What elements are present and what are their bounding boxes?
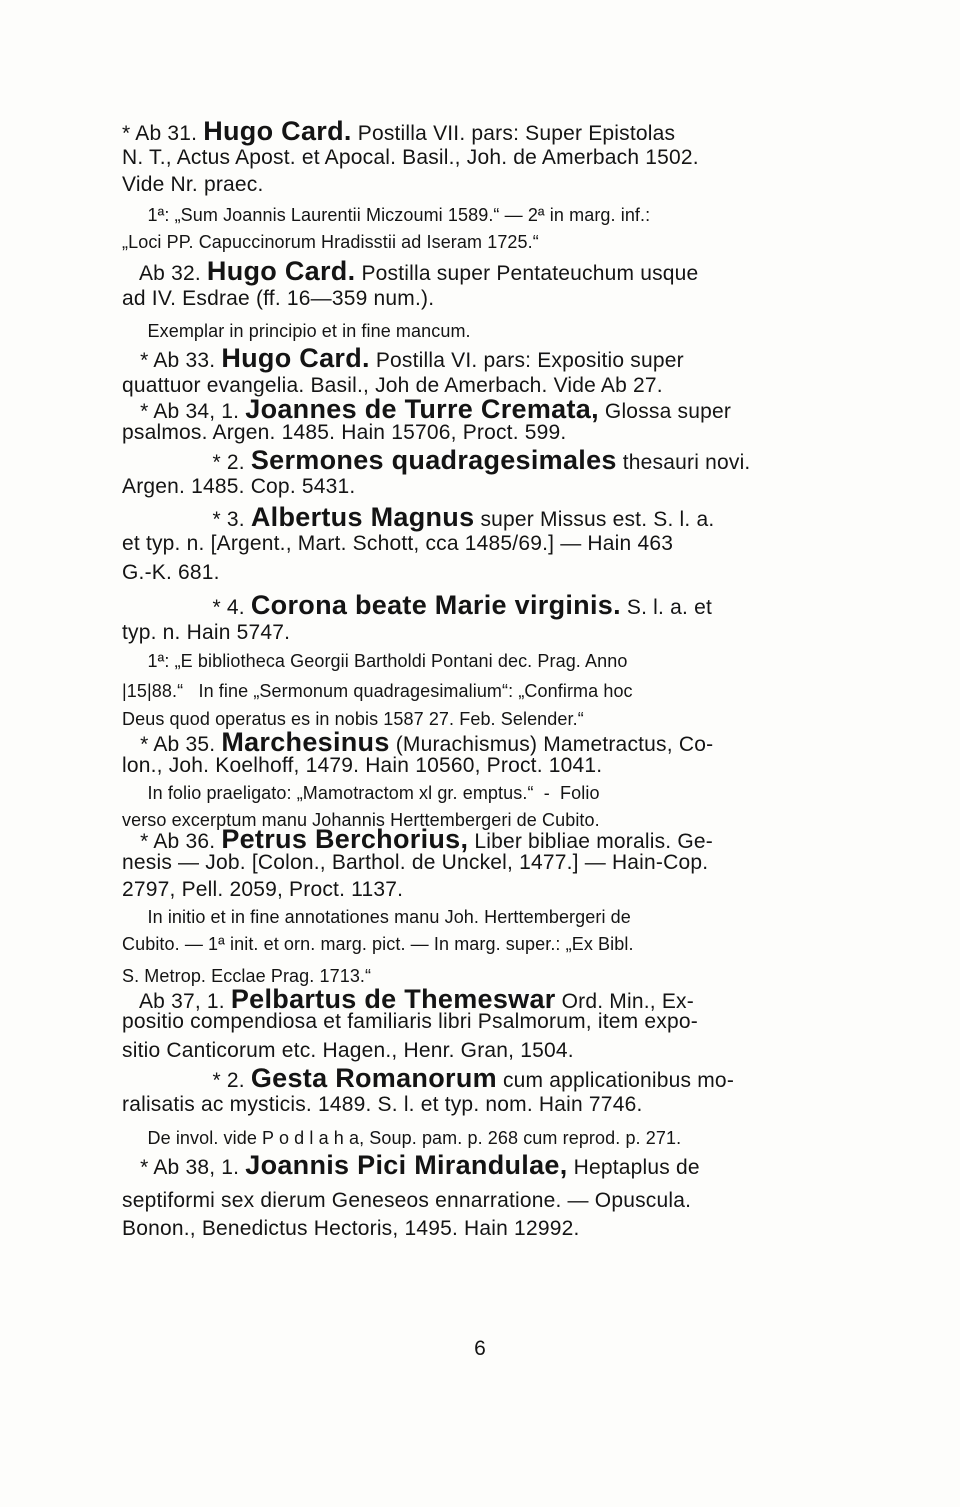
entry-text: * Ab 38, 1. bbox=[122, 1156, 246, 1179]
author-title: Albertus Magnus bbox=[250, 502, 475, 532]
entry-text: super Missus est. S. l. a. bbox=[474, 508, 715, 531]
author-title: Pelbartus de Themeswar bbox=[230, 984, 556, 1014]
entry-text: et typ. n. [Argent., Mart. Schott, cca 1485/69.] — Hain 463 bbox=[122, 532, 674, 555]
annotation-line bbox=[122, 648, 627, 674]
entry-text: 1ª: „E bibliotheca Georgii Bartholdi Pontani dec. Prag. Anno bbox=[122, 651, 628, 671]
entry-line bbox=[122, 1152, 700, 1181]
author-title: Joannes de Turre Cremata, bbox=[245, 394, 599, 424]
entry-text: cum applicationibus mo- bbox=[496, 1069, 735, 1092]
entry-text: ad IV. Esdrae (ff. 16—359 num.). bbox=[122, 287, 435, 310]
entry-text: * 2. bbox=[122, 451, 251, 474]
entry-text: Postilla VII. pars: Super Epistolas bbox=[351, 122, 676, 145]
entry-text: In folio praeligato: „Mamotractom xl gr. emptus.“ - Folio bbox=[122, 783, 600, 803]
entry-text: De invol. vide P o d l a h a, Soup. pam. p. 268 cum reprod. p. 271. bbox=[122, 1128, 682, 1148]
entry-text: * Ab 35. bbox=[122, 733, 222, 756]
entry-line bbox=[122, 1038, 574, 1064]
author-title: Hugo Card. bbox=[221, 343, 370, 373]
entry-line bbox=[122, 620, 290, 646]
annotation-line bbox=[122, 318, 471, 344]
entry-text: * Ab 34, 1. bbox=[122, 400, 246, 423]
entry-text: Ab 37, 1. bbox=[122, 990, 231, 1013]
entry-text: septiformi sex dierum Geneseos ennarratione. — Opuscula. bbox=[122, 1189, 692, 1212]
entry-text: Postilla VI. pars: Expositio super bbox=[369, 349, 684, 372]
entry-text: nesis — Job. [Colon., Barthol. de Unckel, 1477.] — Hain-Cop. bbox=[122, 851, 709, 874]
entry-text: * 2. bbox=[122, 1069, 251, 1092]
annotation-line bbox=[122, 202, 650, 228]
entry-text: positio compendiosa et familiaris libri Psalmorum, item expo- bbox=[122, 1010, 698, 1033]
annotation-line bbox=[122, 678, 633, 704]
entry-text: (Murachismus) Mametractus, Co- bbox=[389, 733, 714, 756]
entry-text: 2797, Pell. 2059, Proct. 1137. bbox=[122, 878, 404, 901]
entry-text: Bonon., Benedictus Hectoris, 1495. Hain 12992. bbox=[122, 1217, 580, 1240]
entry-text: thesauri novi. bbox=[616, 451, 751, 474]
entry-line bbox=[122, 258, 698, 287]
entry-line bbox=[122, 1009, 698, 1035]
annotation-line bbox=[122, 1125, 681, 1151]
entry-line bbox=[122, 1216, 580, 1242]
entry-line bbox=[122, 345, 684, 374]
annotation-line bbox=[122, 229, 539, 255]
entry-line bbox=[122, 172, 264, 198]
author-title: Marchesinus bbox=[221, 727, 390, 757]
author-title: Gesta Romanorum bbox=[250, 1063, 497, 1093]
entry-line bbox=[122, 1065, 734, 1094]
entry-text: * 4. bbox=[122, 596, 251, 619]
entry-text: sitio Canticorum etc. Hagen., Henr. Gran, 1504. bbox=[122, 1039, 574, 1062]
entry-line bbox=[122, 447, 750, 476]
entry-text: quattuor evangelia. Basil., Joh de Amerbach. Vide Ab 27. bbox=[122, 374, 663, 397]
entry-text: ralisatis ac mysticis. 1489. S. l. et typ. nom. Hain 7746. bbox=[122, 1093, 643, 1116]
entry-text: Deus quod operatus es in nobis 1587 27. Feb. Selender.“ bbox=[122, 709, 584, 729]
entry-text: * 3. bbox=[122, 508, 251, 531]
entry-line bbox=[122, 1188, 691, 1214]
entry-text: verso excerptum manu Johannis Herttembergeri de Cubito. bbox=[122, 810, 600, 830]
entry-text: Postilla super Pentateuchum usque bbox=[355, 262, 699, 285]
entry-text: Exemplar in principio et in fine mancum. bbox=[122, 321, 471, 341]
entry-line bbox=[122, 560, 220, 586]
entry-text: Ab 32. bbox=[122, 262, 207, 285]
author-title: Corona beate Marie virginis. bbox=[250, 590, 621, 620]
entry-text: G.-K. 681. bbox=[122, 561, 220, 584]
entry-line bbox=[122, 592, 712, 621]
entry-line bbox=[122, 145, 699, 171]
author-title: Joannis Pici Mirandulae, bbox=[245, 1150, 568, 1180]
entry-text: Heptaplus de bbox=[567, 1156, 700, 1179]
entry-line bbox=[122, 531, 673, 557]
entry-line bbox=[122, 504, 714, 533]
annotation-line bbox=[122, 931, 634, 957]
entry-text: |15|88.“ In fine „Sermonum quadragesimalium“: „Confirma hoc bbox=[122, 681, 633, 701]
entry-text: Liber bibliae moralis. Ge- bbox=[468, 830, 713, 853]
entry-text: psalmos. Argen. 1485. Hain 15706, Proct. 599. bbox=[122, 421, 567, 444]
entry-text: * Ab 36. bbox=[122, 830, 222, 853]
entry-text: lon., Joh. Koelhoff, 1479. Hain 10560, Proct. 1041. bbox=[122, 754, 603, 777]
entry-text: Cubito. — 1ª init. et orn. marg. pict. — In marg. super.: „Ex Bibl. bbox=[122, 934, 634, 954]
author-title: Hugo Card. bbox=[203, 116, 352, 146]
entry-text: typ. n. Hain 5747. bbox=[122, 621, 291, 644]
entry-text: Vide Nr. praec. bbox=[122, 173, 264, 196]
entry-line bbox=[122, 118, 675, 147]
entry-text: Argen. 1485. Cop. 5431. bbox=[122, 475, 356, 498]
entry-text: „Loci PP. Capuccinorum Hradisstii ad Iseram 1725.“ bbox=[122, 232, 539, 252]
author-title: Sermones quadragesimales bbox=[250, 445, 617, 475]
entry-line bbox=[122, 1092, 642, 1118]
entry-line bbox=[122, 877, 403, 903]
entry-text: Ord. Min., Ex- bbox=[555, 990, 694, 1013]
annotation-line bbox=[122, 780, 600, 806]
entry-text: In initio et in fine annotationes manu Joh. Herttembergeri de bbox=[122, 907, 631, 927]
author-title: Hugo Card. bbox=[206, 256, 356, 286]
entry-line bbox=[122, 420, 566, 446]
entry-text: S. Metrop. Ecclae Prag. 1713.“ bbox=[122, 966, 372, 986]
entry-text: 1ª: „Sum Joannis Laurentii Miczoumi 1589.“ — 2ª in marg. inf.: bbox=[122, 205, 651, 225]
entry-text: N. T., Actus Apost. et Apocal. Basil., Joh. de Amerbach 1502. bbox=[122, 146, 699, 169]
page-number: 6 bbox=[474, 1337, 486, 1360]
entry-text: * Ab 31. bbox=[122, 122, 204, 145]
author-title: Petrus Berchorius, bbox=[221, 824, 469, 854]
entry-line bbox=[122, 474, 355, 500]
entry-line bbox=[122, 850, 708, 876]
entry-line bbox=[122, 286, 434, 312]
entry-text: Glossa super bbox=[598, 400, 732, 423]
entry-text: * Ab 33. bbox=[122, 349, 222, 372]
entry-text: S. l. a. et bbox=[620, 596, 712, 619]
entry-line bbox=[122, 753, 602, 779]
annotation-line bbox=[122, 904, 631, 930]
